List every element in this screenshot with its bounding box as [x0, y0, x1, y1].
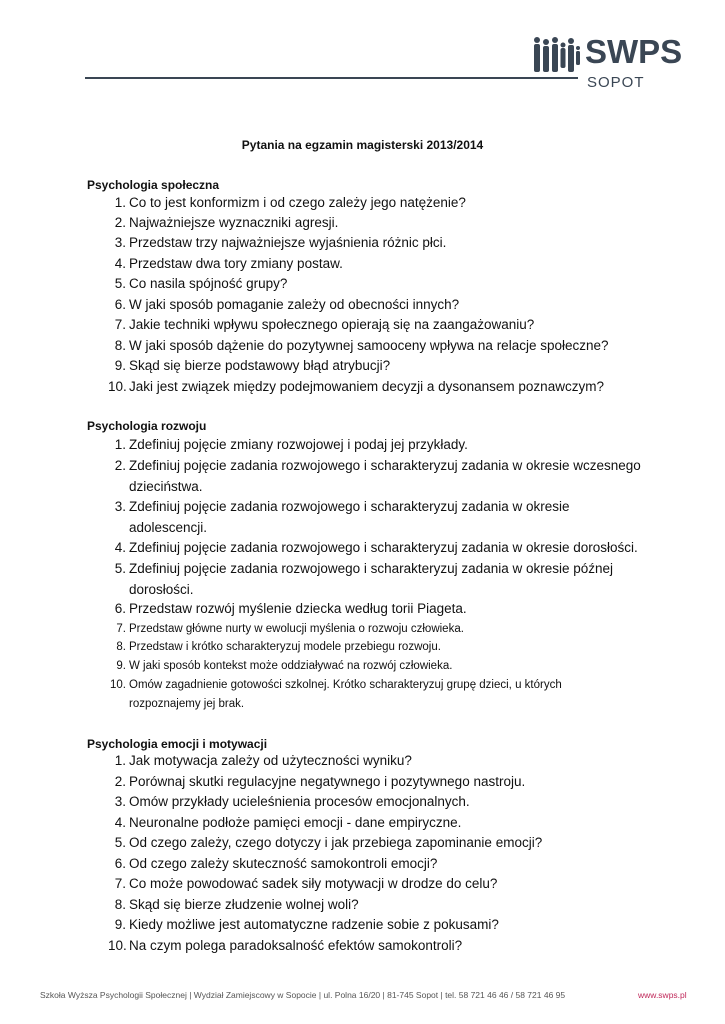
logo-location: SOPOT — [587, 74, 645, 91]
section-title: Psychologia społeczna — [87, 178, 220, 192]
header-rule — [85, 77, 578, 79]
footer-url[interactable]: www.swps.pl — [638, 990, 687, 1000]
logo-wordmark: SWPS — [585, 33, 683, 70]
section-title: Psychologia emocji i motywacji — [87, 737, 268, 751]
section-title: Psychologia rozwoju — [87, 419, 207, 433]
people-logo-icon — [532, 36, 582, 74]
footer-address: Szkoła Wyższa Psychologii Społecznej | Wydział Zamiejscowy w Sopocie | ul. Polna 16/20 | 81-745 Sopot | tel. 58 721 46 46 / 58 721 46 95 — [40, 990, 566, 1000]
page-title: Pytania na egzamin magisterski 2013/2014 — [241, 138, 484, 152]
